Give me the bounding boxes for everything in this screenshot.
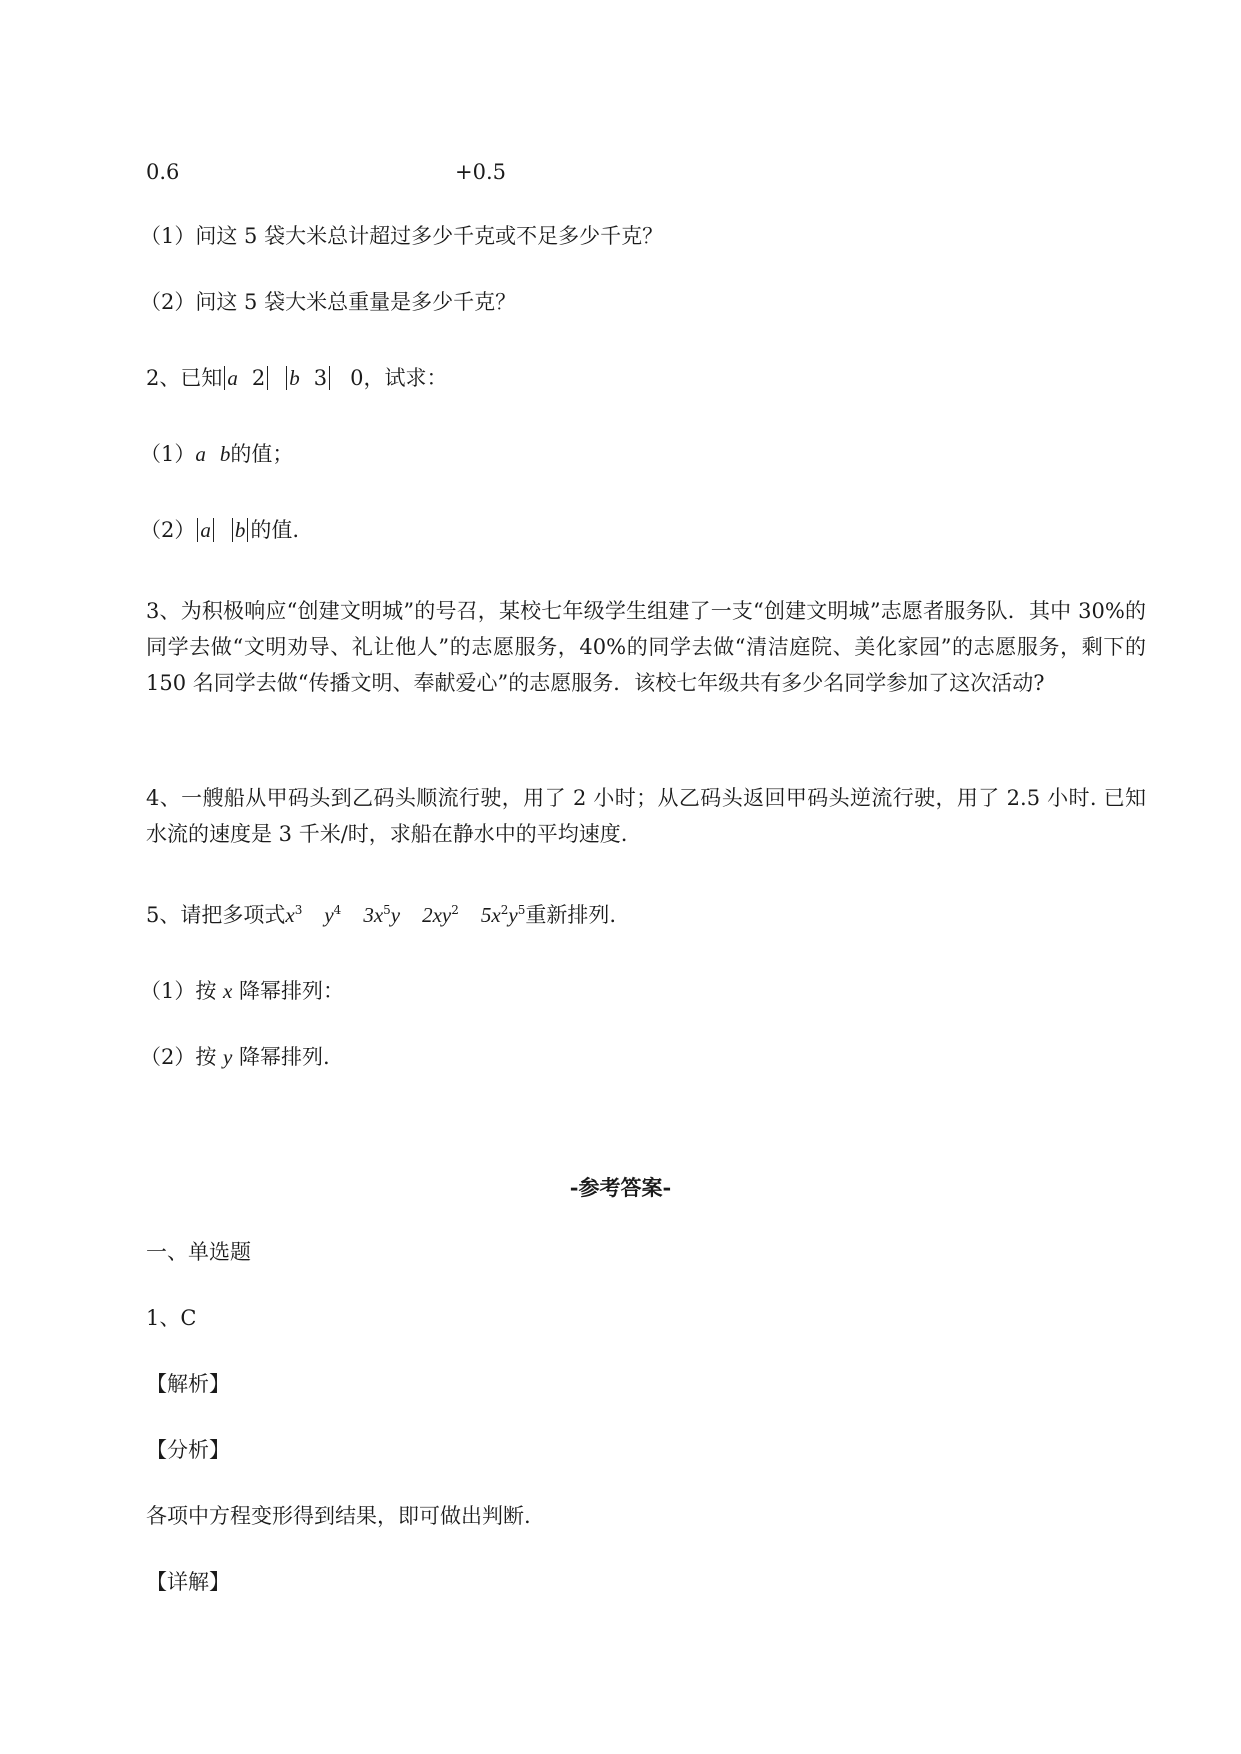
abs-bar xyxy=(213,518,214,542)
q2-sub1-a: a xyxy=(195,442,206,466)
table-cell-value: 0.6 xyxy=(146,160,180,184)
q2-sub2-suffix: 的值. xyxy=(250,518,300,542)
q5-sub1 xyxy=(140,977,344,1005)
q5-sub1-prefix: （1）按 xyxy=(140,979,224,1003)
q5-term1-exp: 3 xyxy=(294,903,303,917)
q2-var-b: b xyxy=(289,366,300,390)
abs-bar xyxy=(197,518,198,542)
abs-bar xyxy=(329,366,330,390)
q2-sub1-b: b xyxy=(219,442,231,466)
q2-prefix: 2、已知 xyxy=(146,366,223,390)
q5-term4-exp: 2 xyxy=(451,903,459,917)
q5-sub2-suffix: 降幂排列. xyxy=(232,1045,330,1069)
q2-suffix: ，试求： xyxy=(363,366,448,390)
jiexi-heading: 【解析】 xyxy=(146,1372,230,1396)
q5-sub1-var: x xyxy=(223,979,233,1003)
abs-bar xyxy=(232,518,233,542)
q5-sub2-prefix: （2）按 xyxy=(140,1045,224,1069)
q3-text: 3、为积极响应“创建文明城”的号召，某校七年级学生组建了一支“创建文明城”志愿者服务队．其中 30%的同学去做“文明劝导、礼让他人”的志愿服务，40%的同学去做“清洁庭院、美化家园”的志愿服务，剩下的 150 名同学去做“传播文明、奉献爱心”的志愿服务．该校七年级共有多少名同学参加了这次活动? xyxy=(146,599,1146,695)
q2-sub2-a: a xyxy=(200,518,211,542)
q2-num-2: 2 xyxy=(251,366,266,390)
q1-sub2: （2）问这 5 袋大米总重量是多少千克？ xyxy=(140,290,517,314)
answers-item: 1、C xyxy=(146,1306,197,1330)
q5-term4: 2xy xyxy=(422,903,452,927)
q2-sub1 xyxy=(140,440,293,468)
q5-term5-y: y xyxy=(508,903,518,927)
q2-var-a: a xyxy=(227,366,238,390)
q2-sub1-suffix: 的值； xyxy=(230,442,294,466)
q2-sub2-b: b xyxy=(234,518,246,542)
q5-term1: x xyxy=(285,903,295,927)
abs-bar xyxy=(267,366,268,390)
abs-bar xyxy=(224,366,225,390)
fenxi-text: 各项中方程变形得到结果，即可做出判断. xyxy=(146,1504,531,1528)
xiangjie-heading: 【详解】 xyxy=(146,1570,230,1594)
answers-section: 一、单选题 xyxy=(146,1240,251,1264)
q5-stem xyxy=(146,901,616,929)
q2-sub2 xyxy=(140,516,299,544)
q5-term3-y: y xyxy=(390,903,401,927)
q1-sub1: （1）问这 5 袋大米总计超过多少千克或不足多少千克？ xyxy=(140,224,664,248)
q5-suffix: 重新排列. xyxy=(525,903,617,927)
q5-prefix: 5、请把多项式 xyxy=(146,903,286,927)
q5-sub2 xyxy=(140,1043,330,1071)
q5-term3-exp: 5 xyxy=(383,903,391,917)
q4-text: 4、一艘船从甲码头到乙码头顺流行驶，用了 2 小时；从乙码头返回甲码头逆流行驶，用了 2.5 小时. 已知水流的速度是 3 千米/时，求船在静水中的平均速度. xyxy=(146,786,1146,846)
q5-term2-exp: 4 xyxy=(333,903,342,917)
q2-sub1-prefix: （1） xyxy=(140,442,196,466)
q5-term3: 3x xyxy=(363,903,384,927)
q2-stem xyxy=(146,364,448,392)
q5-term5-exp: 2 xyxy=(500,903,509,917)
q5-term5: 5x xyxy=(480,903,501,927)
fenxi-heading: 【分析】 xyxy=(146,1438,230,1462)
abs-bar xyxy=(286,366,287,390)
q2-num-3: 3 xyxy=(313,366,328,390)
abs-bar xyxy=(247,518,248,542)
table-cell-deviation: +0.5 xyxy=(455,160,506,184)
q5-term5-y-exp: 5 xyxy=(517,903,526,917)
q2-zero: 0 xyxy=(350,366,364,390)
answers-title: -参考答案- xyxy=(569,1175,672,1200)
q5-sub1-suffix: 降幂排列： xyxy=(232,979,345,1003)
q2-sub2-prefix: （2） xyxy=(140,518,196,542)
q5-sub2-var: y xyxy=(223,1045,233,1069)
q5-term2: y xyxy=(324,903,334,927)
